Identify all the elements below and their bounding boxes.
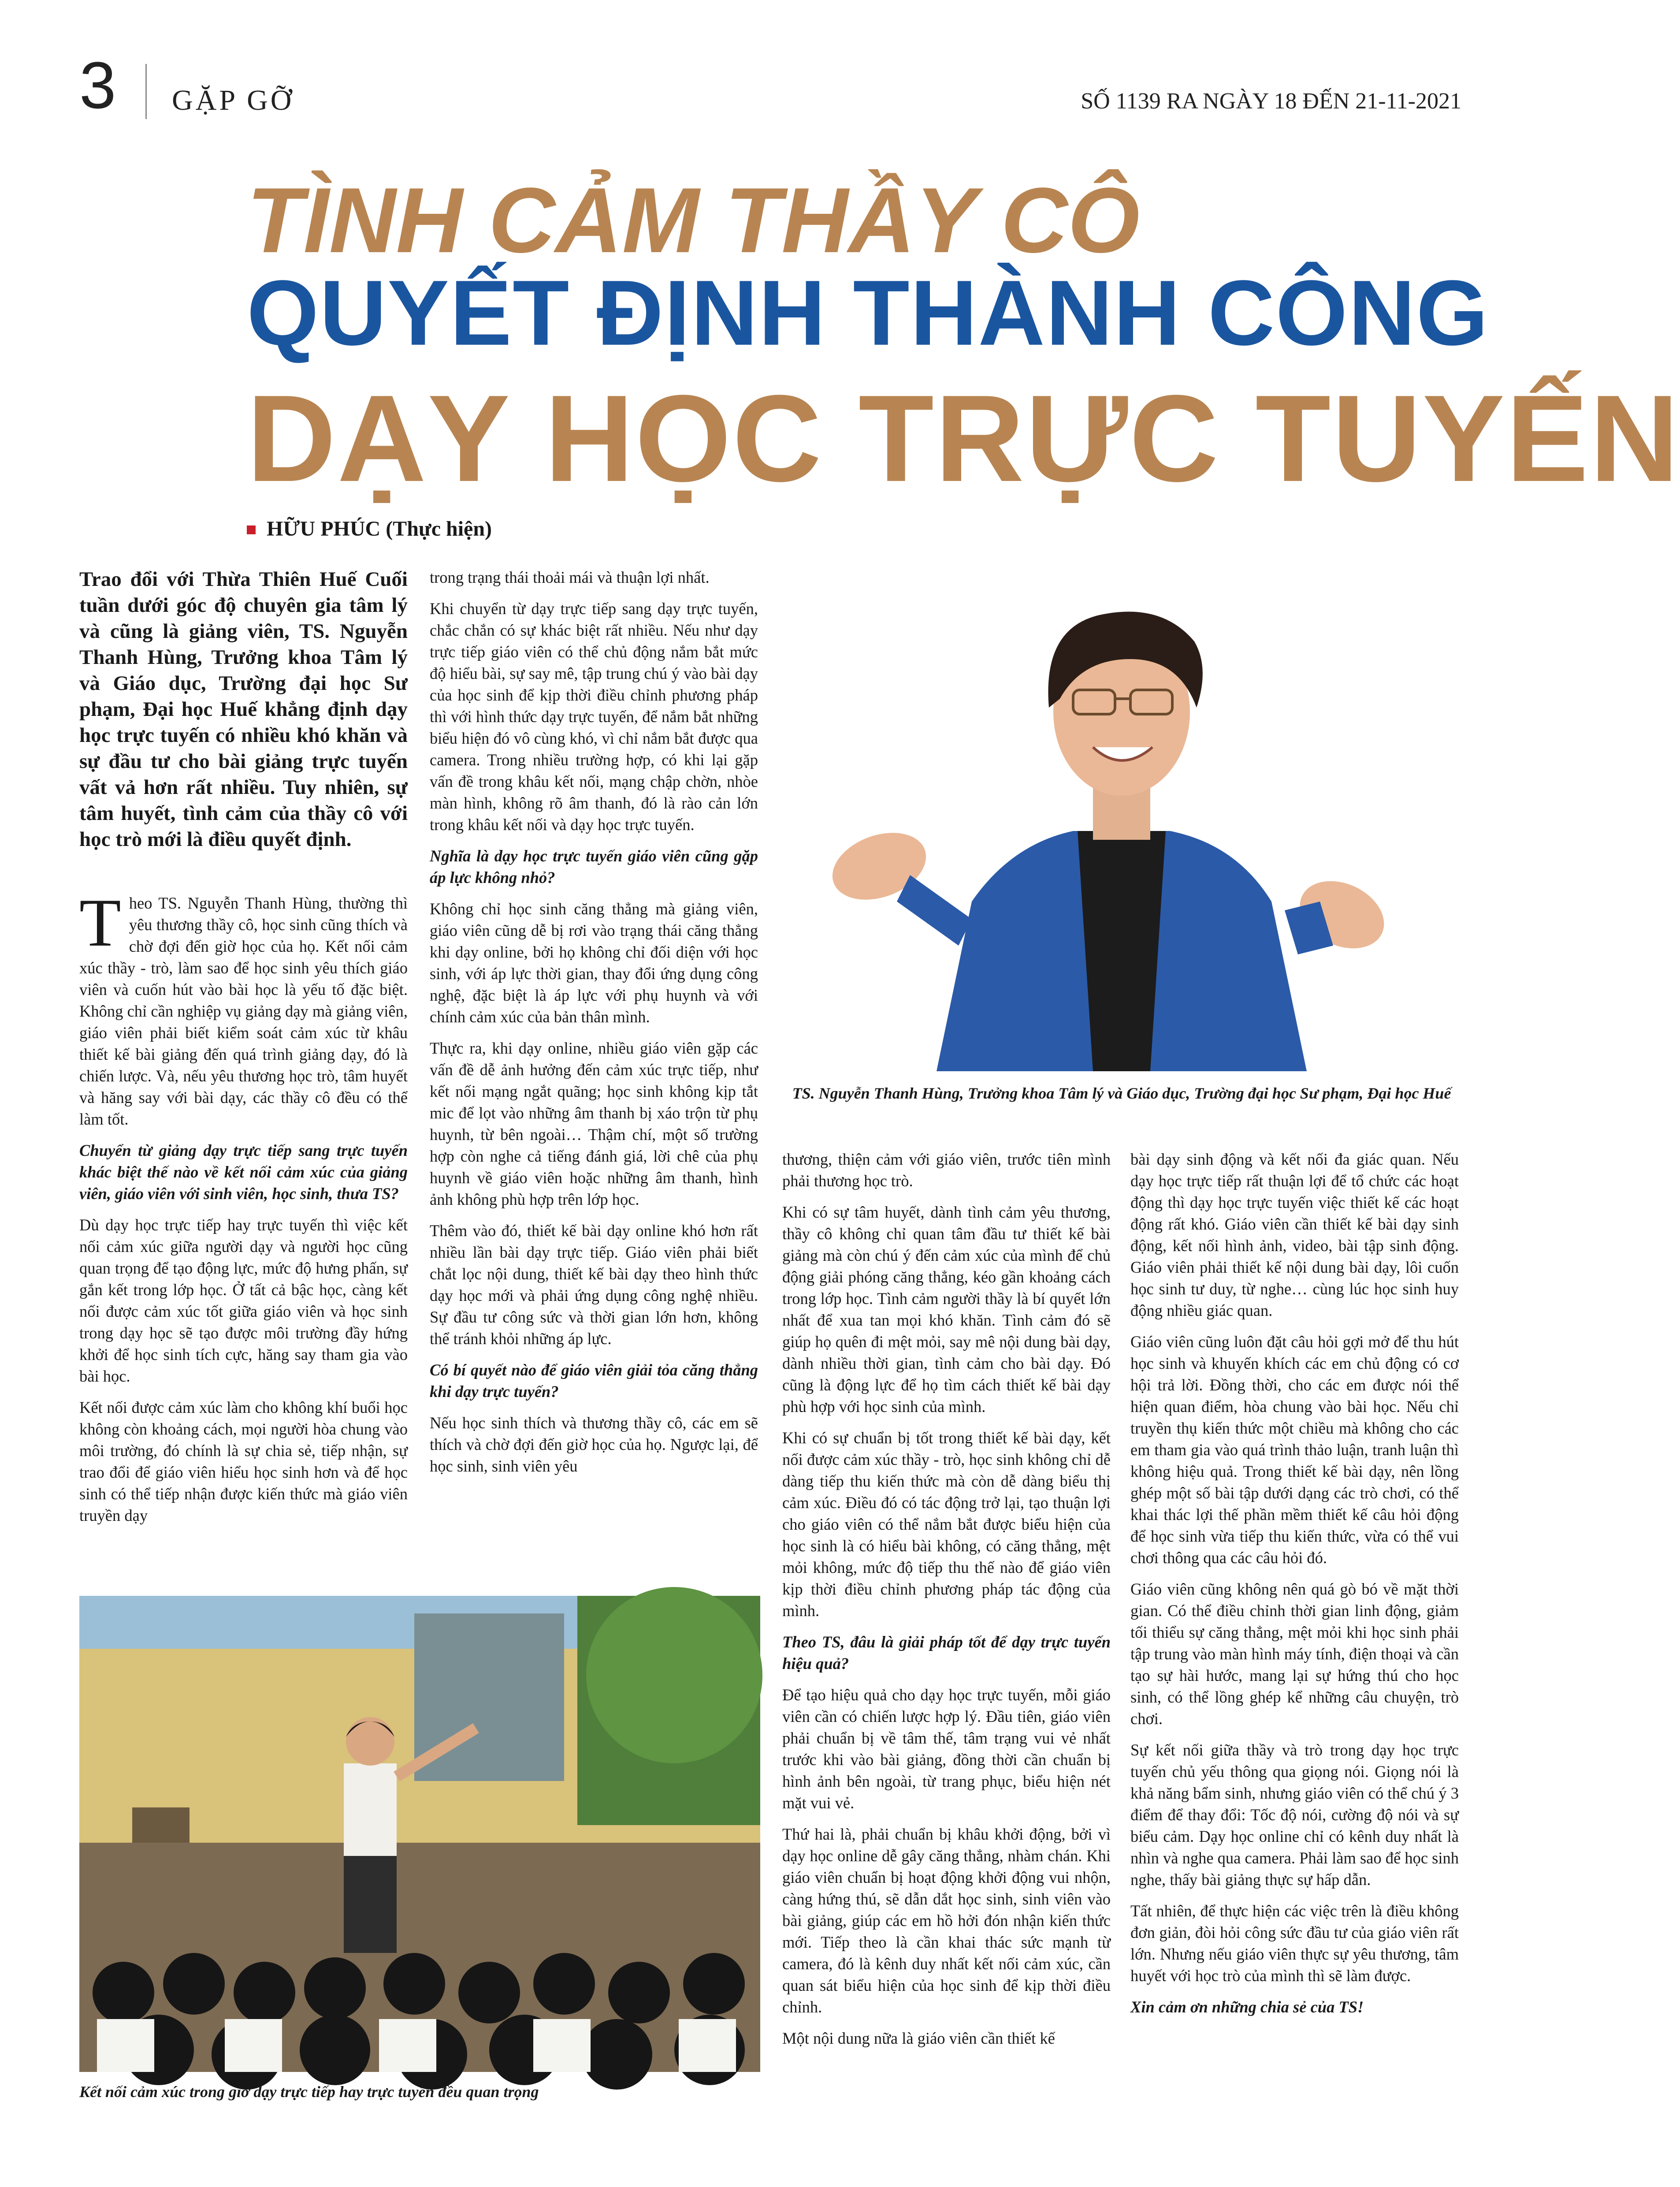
headline-line-2: QUYẾT ĐỊNH THÀNH CÔNG: [247, 261, 1489, 365]
text-column-4: [1130, 1148, 1459, 2103]
closing-line: Xin cảm ơn những chia sẻ của TS!: [1130, 1998, 1364, 2016]
lead-paragraph: Trao đổi với Thừa Thiên Huế Cuối tuần dưới góc độ chuyên gia tâm lý và cũng là giảng viên, TS. Nguyễn Thanh Hùng, Trưởng khoa Tâm lý và Giáo dục, Trường đại học Sư phạm, Đại học Huế khẳng định dạy học trực tuyến có nhiều khó khăn và sự đầu tư cho bài giảng trực tuyến vất vả hơn rất nhiều. Tuy nhiên, sự tâm huyết, tình cảm của thầy cô với học trò mới là điều quyết định.: [79, 568, 408, 851]
page-number: 3: [79, 48, 116, 122]
header-divider: [145, 64, 147, 119]
paragraph: Khi chuyển từ dạy trực tiếp sang dạy trực tuyến, chắc chắn có sự khác biệt rất nhiều. Nếu như dạy trực tiếp giáo viên có thể chủ động nắm bắt mức độ hiểu bài, sự say mê, tập trung chú ý vào bài dạy của học sinh để kịp thời điều chỉnh phương pháp thì với hình thức dạy trực tuyến, để nắm bắt những biểu hiện đó vô cùng khó, vì chỉ nắm bắt được qua camera. Trong nhiều trường hợp, có khi lại gặp vấn đề trong khâu kết nối, mạng chập chờn, nhòe màn hình, không rõ âm thanh, đó là rào cản lớn trong khâu kết nối và dạy học trực tuyến.: [430, 600, 758, 834]
portrait-caption: TS. Nguyễn Thanh Hùng, Trưởng khoa Tâm lý và Giáo dục, Trường đại học Sư phạm, Đại học Huế: [792, 1084, 1451, 1102]
paragraph: Để tạo hiệu quả cho dạy học trực tuyến, mỗi giáo viên cần có chiến lược hợp lý. Đầu tiên, giáo viên phải chuẩn bị về tâm thế, tâm trạng vui vẻ nhất trước khi vào bài giảng, đồng thời cần chuẩn bị hình ảnh bên ngoài, từ trang phục, biểu hiện nét mặt vui vẻ.: [782, 1686, 1111, 1812]
portrait-photo-icon: [826, 566, 1417, 1071]
byline-square-icon: [247, 525, 256, 534]
headline-line-1: TÌNH CẢM THẦY CÔ: [247, 168, 1140, 272]
issue-info: SỐ 1139 RA NGÀY 18 ĐẾN 21-11-2021: [1081, 89, 1461, 114]
paragraph: bài dạy sinh động và kết nối đa giác quan. Nếu dạy học trực tiếp rất thuận lợi để tổ chức các hoạt động thì dạy học trực tuyến việc thiết kế các hoạt động rất khó. Giáo viên cần thiết kế bài dạy sinh động, kết nối hình ảnh, video, bài tập sinh động. Giáo viên phải thiết kế nội dung bài dạy, lôi cuốn học sinh tư duy, từ nghe… cùng lúc học sinh huy động nhiều giác quan.: [1130, 1150, 1459, 1319]
drop-cap: T: [79, 885, 121, 961]
interview-question: Nghĩa là dạy học trực tuyến giáo viên cũng gặp áp lực không nhỏ?: [430, 847, 758, 887]
paragraph: trong trạng thái thoải mái và thuận lợi nhất.: [430, 568, 710, 586]
paragraph: Tất nhiên, để thực hiện các việc trên là điều không đơn giản, đòi hỏi công sức đầu tư của giáo viên rất lớn. Nhưng nếu giáo viên thực sự yêu thương, tâm huyết với học trò của mình thì sẽ làm được.: [1130, 1902, 1459, 1985]
paragraph: Thứ hai là, phải chuẩn bị khâu khởi động, bởi vì dạy học online dễ gây căng thẳng, nhàm chán. Khi giáo viên chuẩn bị hoạt động khởi động vui nhộn, càng hứng thú, sẽ dẫn dắt học sinh, sinh viên vào bài giảng, giúp các em hồ hởi đón nhận kiến thức mới. Tiếp theo là cần khai thác sức mạnh từ camera, đó là kênh duy nhất kết nối cảm xúc, cần quan sát biểu hiện của học sinh để kịp thời điều chỉnh.: [782, 1825, 1111, 2016]
interview-question: Chuyển từ giảng dạy trực tiếp sang trực tuyến khác biệt thế nào về kết nối cảm xúc của giảng viên, giáo viên với sinh viên, học sinh, thưa TS?: [79, 1141, 408, 1203]
byline: HỮU PHÚC (Thực hiện): [267, 517, 492, 540]
paragraph: Nếu học sinh thích và thương thầy cô, các em sẽ thích và chờ đợi đến giờ học của họ. Ngược lại, để học sinh, sinh viên yêu: [430, 1414, 758, 1475]
text-column-1: [79, 566, 408, 1580]
classroom-caption: Kết nối cảm xúc trong giờ dạy trực tiếp hay trực tuyến đều quan trọng: [79, 2083, 539, 2101]
paragraph: Khi có sự tâm huyết, dành tình cảm yêu thương, thầy cô không chỉ quan tâm đầu tư thiết kế bài giảng mà còn chú ý đến cảm xúc của mình để chủ động giải phóng căng thẳng, kéo gần khoảng cách trong lớp học. Tình cảm người thầy là bí quyết lớn nhất để xua tan mọi khó khăn. Tình cảm đó sẽ giúp họ quên đi mệt mỏi, say mê nội dung bài dạy, dành nhiều thời gian, tình cảm cho bài dạy. Đó cũng là động lực để họ tìm cách thiết kế bài dạy phù hợp với học sinh của mình.: [782, 1203, 1111, 1416]
text-column-2: [430, 566, 758, 1580]
interview-question: Có bí quyết nào để giáo viên giải tỏa căng thẳng khi dạy trực tuyến?: [430, 1361, 758, 1401]
headline-line-3: DẠY HỌC TRỰC TUYẾN: [247, 370, 1680, 507]
paragraph: Không chỉ học sinh căng thẳng mà giảng viên, giáo viên cũng dễ bị rơi vào trạng thái căng thẳng khi dạy online, bởi họ không chỉ đối diện với học sinh, với áp lực thời gian, thay đổi ứng dụng công nghệ, đặc biệt là áp lực với phụ huynh và với chính cảm xúc của bản thân mình.: [430, 900, 758, 1026]
paragraph: Dù dạy học trực tiếp hay trực tuyến thì việc kết nối cảm xúc giữa người dạy và người học cũng quan trọng để tạo động lực, mức độ hưng phấn, sự gắn kết trong lớp học. Ở tất cả bậc học, càng kết nối được cảm xúc tốt giữa giáo viên và học sinh trong dạy học sẽ tạo được môi trường đầy hứng khởi để học sinh tích cực, hăng say tham gia vào bài học.: [79, 1216, 408, 1385]
paragraph-text: heo TS. Nguyễn Thanh Hùng, thường thì yêu thương thầy cô, học sinh cũng thích và chờ đợi đến giờ học của họ. Kết nối cảm xúc thầy - trò, làm sao để học sinh yêu thích giáo viên và cuốn hút vào bài học là yếu tố đặc biệt. Không chỉ cần nghiệp vụ giảng dạy mà giảng viên, giáo viên phải biết kiểm soát cảm xúc từ khâu thiết kế bài giảng đến quá trình giảng dạy, đó là chiến lược. Và, nếu yêu thương học trò, tâm huyết và hăng say với bài dạy, các thầy cô đều có thể làm tốt.: [79, 894, 408, 1128]
paragraph: [79, 885, 408, 1130]
paragraph: Giáo viên cũng luôn đặt câu hỏi gợi mở để thu hút học sinh và khuyến khích các em chủ động có cơ hội trả lời. Đồng thời, cho các em được nói thể hiện quan điểm, hòa chung vào bài học. Nếu chỉ truyền thụ kiến thức một chiều mà không cho các em tham gia vào quá trình thảo luận, tranh luận thì không hiệu quả. Trong thiết kế bài dạy, nên lồng ghép một số bài tập dưới dạng các trò chơi, có thể khai thác lợi thế phần mềm thiết kế câu hỏi động để học sinh vừa tiếp thu kiến thức, vừa có thể vui chơi thông qua các câu hỏi đó.: [1130, 1333, 1459, 1567]
paragraph: Sự kết nối giữa thầy và trò trong dạy học trực tuyến chủ yếu thông qua giọng nói. Giọng nói là khả năng bẩm sinh, nhưng giáo viên có thể chú ý 3 điểm để thay đổi: Tốc độ nói, cường độ nói và sự biểu cảm. Dạy học online chỉ có kênh duy nhất là nhìn và nghe qua camera. Phải làm sao để học sinh nghe, thấy bài giảng thực sự hấp dẫn.: [1130, 1741, 1459, 1889]
classroom-photo-icon: [79, 1596, 760, 2072]
paragraph: Thêm vào đó, thiết kế bài dạy online khó hơn rất nhiều lần bài dạy trực tiếp. Giáo viên phải biết chắt lọc nội dung, thiết kế bài dạy theo hình thức dạy học mới và phải ứng dụng công nghệ nhiều. Sự đầu tư công sức và thời gian lớn hơn, không thể tránh khỏi những áp lực.: [430, 1222, 758, 1348]
paragraph: Khi có sự chuẩn bị tốt trong thiết kế bài dạy, kết nối được cảm xúc thầy - trò, học sinh không chỉ dễ dàng tiếp thu kiến thức mà còn dễ dàng biểu thị cảm xúc. Điều đó có tác động trở lại, tạo thuận lợi cho giáo viên có thể nắm bắt được biểu hiện của học sinh là có hiểu bài không, có căng thẳng, mệt mỏi không, mức độ tiếp thu thế nào để giáo viên kịp thời điều chỉnh phương pháp tác động của mình.: [782, 1429, 1111, 1620]
text-column-3: [782, 1148, 1111, 2103]
paragraph: thương, thiện cảm với giáo viên, trước tiên mình phải thương học trò.: [782, 1150, 1111, 1190]
paragraph: Kết nối được cảm xúc làm cho không khí buổi học không còn khoảng cách, mọi người hòa chung vào môi trường, đó chính là sự chia sẻ, tiếp nhận, sự trao đổi để giáo viên hiểu học sinh hơn và để học sinh có thể tiếp nhận được kiến thức mà giáo viên truyền dạy: [79, 1398, 408, 1524]
paragraph: Một nội dung nữa là giáo viên cần thiết kế: [782, 2029, 1055, 2047]
paragraph: Giáo viên cũng không nên quá gò bó về mặt thời gian. Có thể điều chỉnh thời gian linh động, giảm tối thiểu sự căng thẳng, mệt mỏi khi học sinh phải tập trung vào màn hình máy tính, điện thoại và cần tạo sự hài hước, mang lại sự hứng thú cho học sinh, có thể lồng ghép kể những câu chuyện, trò chơi.: [1130, 1580, 1459, 1728]
paragraph: Thực ra, khi dạy online, nhiều giáo viên gặp các vấn đề dễ ảnh hưởng đến cảm xúc trực tiếp, như kết nối mạng ngắt quãng; học sinh không kịp tắt mic để lọt vào những âm thanh bị xáo trộn từ phụ huynh, từ bên ngoài… Thậm chí, một số trường hợp còn nghe cả tiếng đánh giá, lời chê của phụ huynh về giáo viên hoặc những âm thanh, hình ảnh không phù hợp trên lớp học.: [430, 1039, 758, 1208]
section-name: GẶP GỠ: [172, 84, 294, 116]
interview-question: Theo TS, đâu là giải pháp tốt để dạy trực tuyến hiệu quả?: [782, 1633, 1111, 1673]
